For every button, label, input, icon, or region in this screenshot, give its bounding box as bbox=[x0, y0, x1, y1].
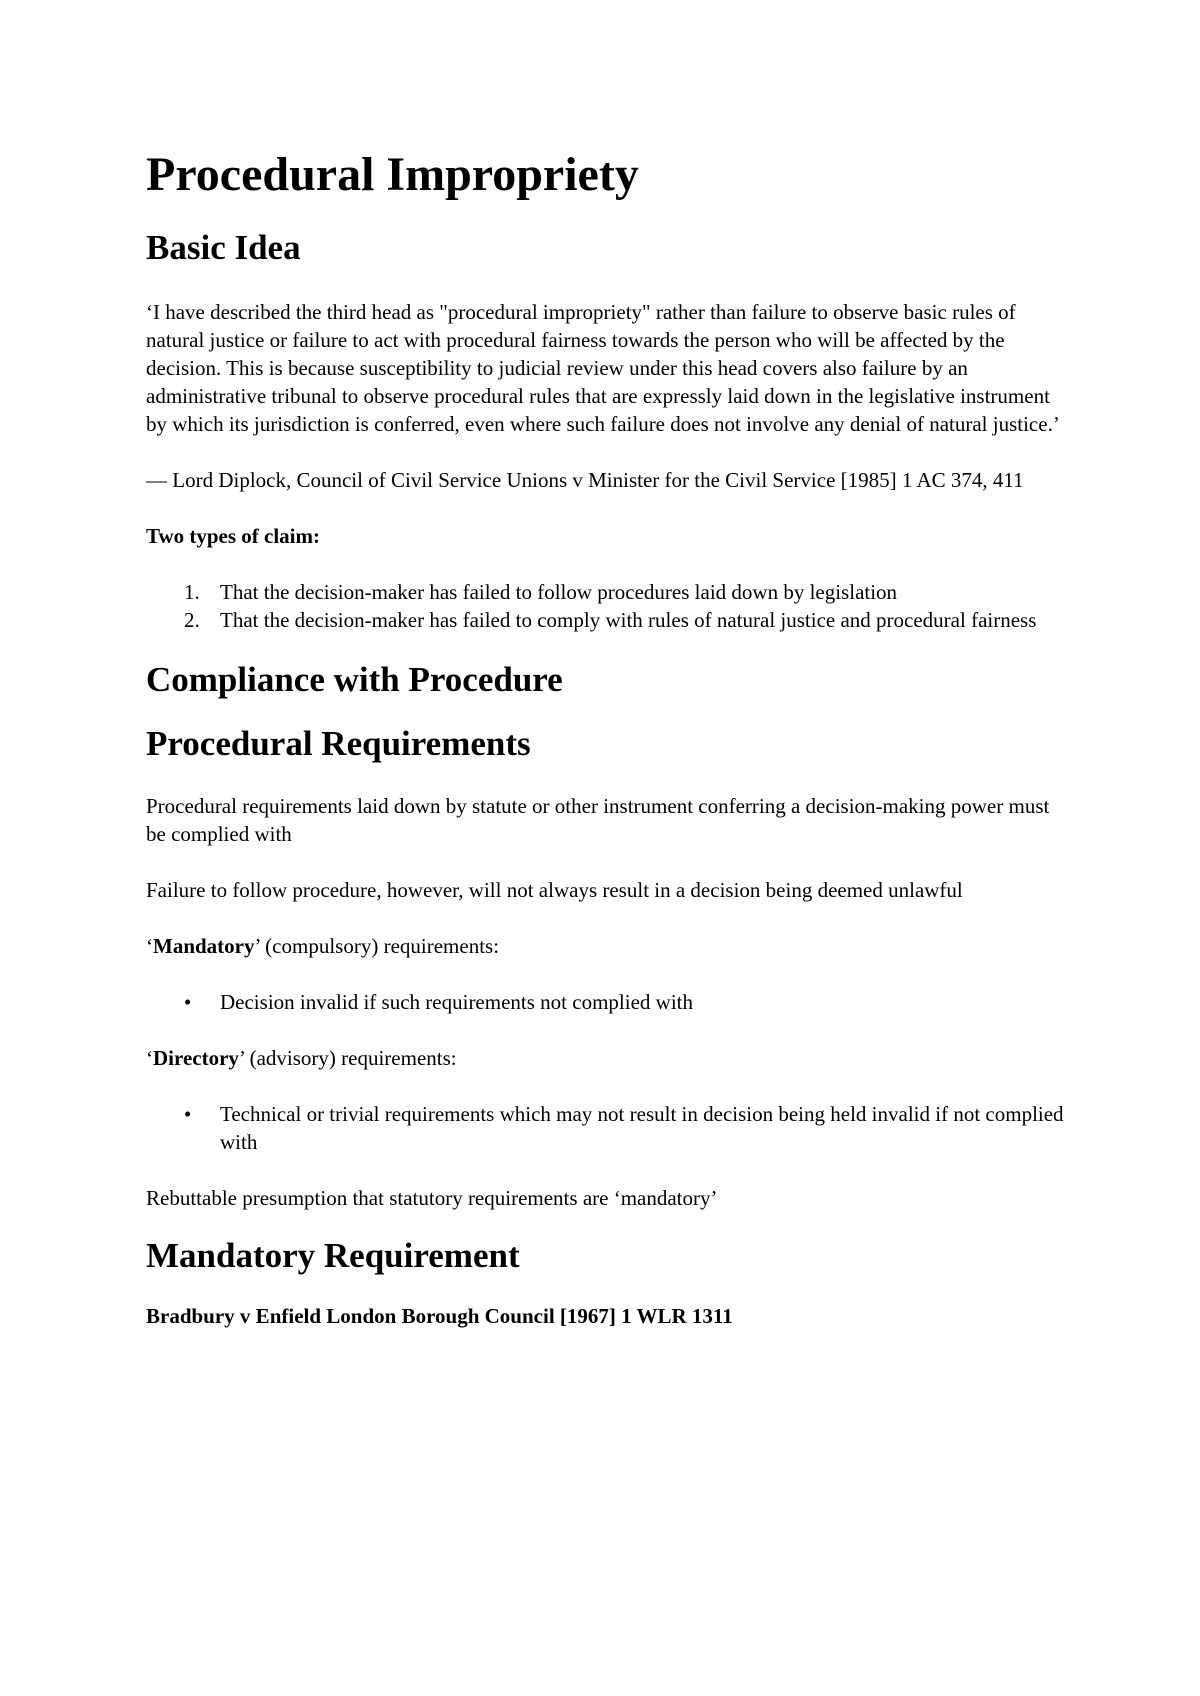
diplock-quote: ‘I have described the third head as "procedural impropriety" rather than failure to observe basic rules of natural justice or failure to act with procedural fairness towards the person who will be affected by the decision. This is because susceptibility to judicial review under this head covers also failure by an administrative tribunal to observe procedural rules that are expressly laid down in the legislative instrument by which its jurisdiction is conferred, even where such failure does not involve any denial of natural justice.’ bbox=[146, 300, 1060, 436]
list-item bbox=[146, 988, 1066, 1016]
list-item bbox=[146, 578, 1066, 606]
directory-rest: ’ (advisory) requirements: bbox=[238, 1046, 457, 1070]
open-quote: ‘ bbox=[146, 934, 153, 958]
bullet-icon: • bbox=[184, 990, 192, 1014]
list-item bbox=[146, 1100, 1066, 1156]
list-item-text: Technical or trivial requirements which may not result in decision being held invalid if not complied with bbox=[220, 1102, 1064, 1154]
claims-list bbox=[146, 578, 1066, 634]
page-title: Procedural Impropriety bbox=[146, 148, 639, 201]
paragraph-requirements: Procedural requirements laid down by statute or other instrument conferring a decision-making power must be complied with bbox=[146, 794, 1050, 846]
directory-term: Directory bbox=[153, 1046, 239, 1070]
list-number: 2. bbox=[184, 608, 200, 632]
mandatory-label bbox=[146, 932, 1066, 960]
section-heading-procedural-requirements: Procedural Requirements bbox=[146, 724, 531, 763]
mandatory-term: Mandatory bbox=[153, 934, 255, 958]
section-heading-compliance: Compliance with Procedure bbox=[146, 660, 563, 699]
section-heading-mandatory-requirement: Mandatory Requirement bbox=[146, 1236, 520, 1275]
paragraph-rebuttable: Rebuttable presumption that statutory requirements are ‘mandatory’ bbox=[146, 1186, 718, 1210]
bullet-icon: • bbox=[184, 1102, 192, 1126]
list-item-text: That the decision-maker has failed to comply with rules of natural justice and procedural fairness bbox=[220, 608, 1037, 632]
mandatory-rest: ’ (compulsory) requirements: bbox=[254, 934, 500, 958]
quote-attribution: — Lord Diplock, Council of Civil Service Unions v Minister for the Civil Service [1985] 1 AC 374, 411 bbox=[146, 468, 1024, 492]
open-quote: ‘ bbox=[146, 1046, 153, 1070]
document-body bbox=[146, 146, 1066, 1330]
case-citation: Bradbury v Enfield London Borough Council [1967] 1 WLR 1311 bbox=[146, 1304, 733, 1328]
mandatory-bullets bbox=[146, 988, 1066, 1016]
directory-bullets bbox=[146, 1100, 1066, 1156]
list-item-text: Decision invalid if such requirements not complied with bbox=[220, 990, 693, 1014]
list-item-text: That the decision-maker has failed to follow procedures laid down by legislation bbox=[220, 580, 898, 604]
list-item bbox=[146, 606, 1066, 634]
list-number: 1. bbox=[184, 580, 200, 604]
section-heading-basic-idea: Basic Idea bbox=[146, 228, 301, 267]
directory-label bbox=[146, 1044, 1066, 1072]
claims-label: Two types of claim: bbox=[146, 524, 320, 548]
paragraph-failure: Failure to follow procedure, however, will not always result in a decision being deemed unlawful bbox=[146, 878, 963, 902]
